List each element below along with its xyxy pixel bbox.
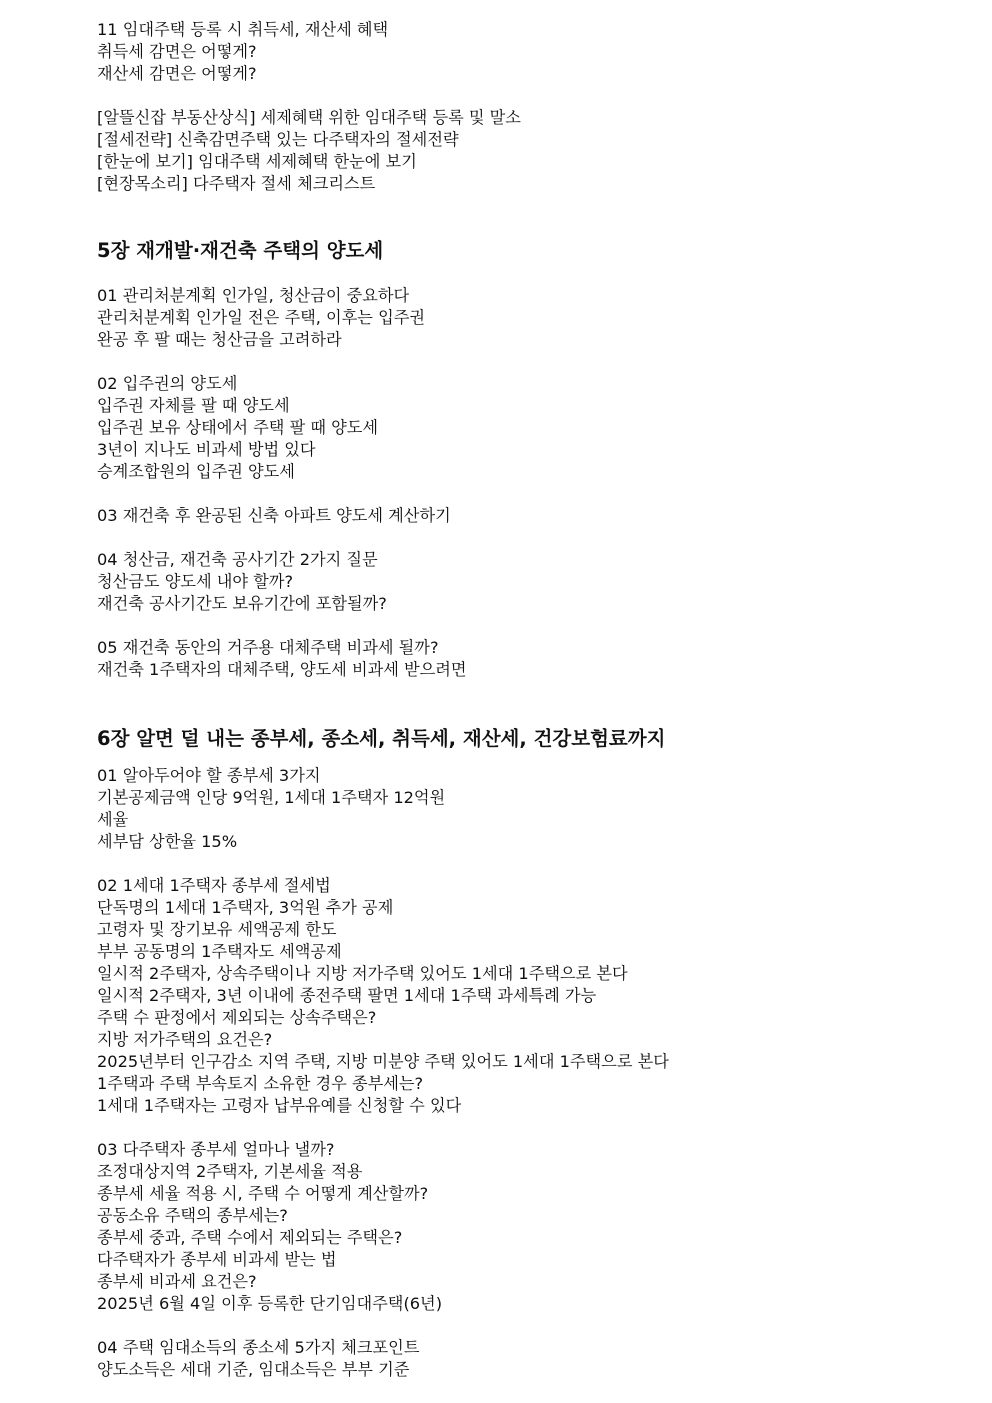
ch6-section-03 [97, 1139, 967, 1315]
list-item: 2025년부터 인구감소 지역 주택, 지방 미분양 주택 있어도 1세대 1주택으로 본다 [97, 1052, 669, 1071]
list-item: 단독명의 1세대 1주택자, 3억원 추가 공제 [97, 898, 394, 917]
list-item: 재산세 감면은 어떻게? [97, 64, 257, 83]
list-item: 승계조합원의 입주권 양도세 [97, 462, 295, 481]
ch5-section-04 [97, 549, 967, 615]
section-heading: 11 임대주택 등록 시 취득세, 재산세 혜택 [97, 20, 389, 39]
list-item: 2025년 6월 4일 이후 등록한 단기임대주택(6년) [97, 1294, 443, 1313]
tip-list [97, 107, 967, 195]
ch5-section-02 [97, 373, 967, 483]
section-11-rental-registration [97, 19, 967, 85]
list-item: 종부세 비과세 요건은? [97, 1272, 257, 1291]
list-item: 1주택과 주택 부속토지 소유한 경우 종부세는? [97, 1074, 424, 1093]
list-item: [알뜰신잡 부동산상식] 세제혜택 위한 임대주택 등록 및 말소 [97, 108, 521, 127]
section-heading: 01 알아두어야 할 종부세 3가지 [97, 766, 321, 785]
list-item: 완공 후 팔 때는 청산금을 고려하라 [97, 330, 342, 349]
list-item: 일시적 2주택자, 상속주택이나 지방 저가주택 있어도 1세대 1주택으로 본다 [97, 964, 628, 983]
list-item: 고령자 및 장기보유 세액공제 한도 [97, 920, 337, 939]
list-item: 입주권 자체를 팔 때 양도세 [97, 396, 290, 415]
list-item: [한눈에 보기] 임대주택 세제혜택 한눈에 보기 [97, 152, 417, 171]
list-item: [현장목소리] 다주택자 절세 체크리스트 [97, 174, 376, 193]
section-heading: 05 재건축 동안의 거주용 대체주택 비과세 될까? [97, 638, 439, 657]
section-heading: 04 청산금, 재건축 공사기간 2가지 질문 [97, 550, 378, 569]
section-heading: 03 재건축 후 완공된 신축 아파트 양도세 계산하기 [97, 506, 451, 525]
list-item: 취득세 감면은 어떻게? [97, 42, 257, 61]
list-item: 양도소득은 세대 기준, 임대소득은 부부 기준 [97, 1360, 410, 1379]
section-heading: 01 관리처분계획 인가일, 청산금이 중요하다 [97, 286, 410, 305]
list-item: 다주택자가 종부세 비과세 받는 법 [97, 1250, 337, 1269]
list-item: 청산금도 양도세 내야 할까? [97, 572, 294, 591]
ch5-section-03 [97, 505, 967, 527]
list-item: 주택 수 판정에서 제외되는 상속주택은? [97, 1008, 377, 1027]
list-item: 1세대 1주택자는 고령자 납부유예를 신청할 수 있다 [97, 1096, 462, 1115]
section-heading: 02 1세대 1주택자 종부세 절세법 [97, 876, 331, 895]
ch6-section-04 [97, 1337, 967, 1381]
list-item: 부부 공동명의 1주택자도 세액공제 [97, 942, 342, 961]
ch5-section-05 [97, 637, 967, 681]
chapter-5-title: 5장 재개발·재건축 주택의 양도세 [97, 239, 384, 262]
document-page [97, 19, 967, 1381]
ch6-section-01 [97, 765, 967, 853]
ch6-section-02 [97, 875, 967, 1117]
list-item: 지방 저가주택의 요건은? [97, 1030, 273, 1049]
list-item: 재건축 공사기간도 보유기간에 포함될까? [97, 594, 387, 613]
list-item: 세율 [97, 810, 129, 829]
chapter-6-title: 6장 알면 덜 내는 종부세, 종소세, 취득세, 재산세, 건강보험료까지 [97, 727, 666, 750]
list-item: 3년이 지나도 비과세 방법 있다 [97, 440, 316, 459]
list-item: 공동소유 주택의 종부세는? [97, 1206, 288, 1225]
section-heading: 02 입주권의 양도세 [97, 374, 238, 393]
list-item: 종부세 세율 적용 시, 주택 수 어떻게 계산할까? [97, 1184, 429, 1203]
ch5-section-01 [97, 285, 967, 351]
list-item: [절세전략] 신축감면주택 있는 다주택자의 절세전략 [97, 130, 459, 149]
list-item: 조정대상지역 2주택자, 기본세율 적용 [97, 1162, 363, 1181]
list-item: 입주권 보유 상태에서 주택 팔 때 양도세 [97, 418, 379, 437]
list-item: 세부담 상한율 15% [97, 832, 238, 851]
list-item: 재건축 1주택자의 대체주택, 양도세 비과세 받으려면 [97, 660, 467, 679]
section-heading: 03 다주택자 종부세 얼마나 낼까? [97, 1140, 335, 1159]
list-item: 기본공제금액 인당 9억원, 1세대 1주택자 12억원 [97, 788, 446, 807]
list-item: 종부세 중과, 주택 수에서 제외되는 주택은? [97, 1228, 403, 1247]
list-item: 관리처분계획 인가일 전은 주택, 이후는 입주권 [97, 308, 425, 327]
list-item: 일시적 2주택자, 3년 이내에 종전주택 팔면 1세대 1주택 과세특례 가능 [97, 986, 597, 1005]
section-heading: 04 주택 임대소득의 종소세 5가지 체크포인트 [97, 1338, 420, 1357]
